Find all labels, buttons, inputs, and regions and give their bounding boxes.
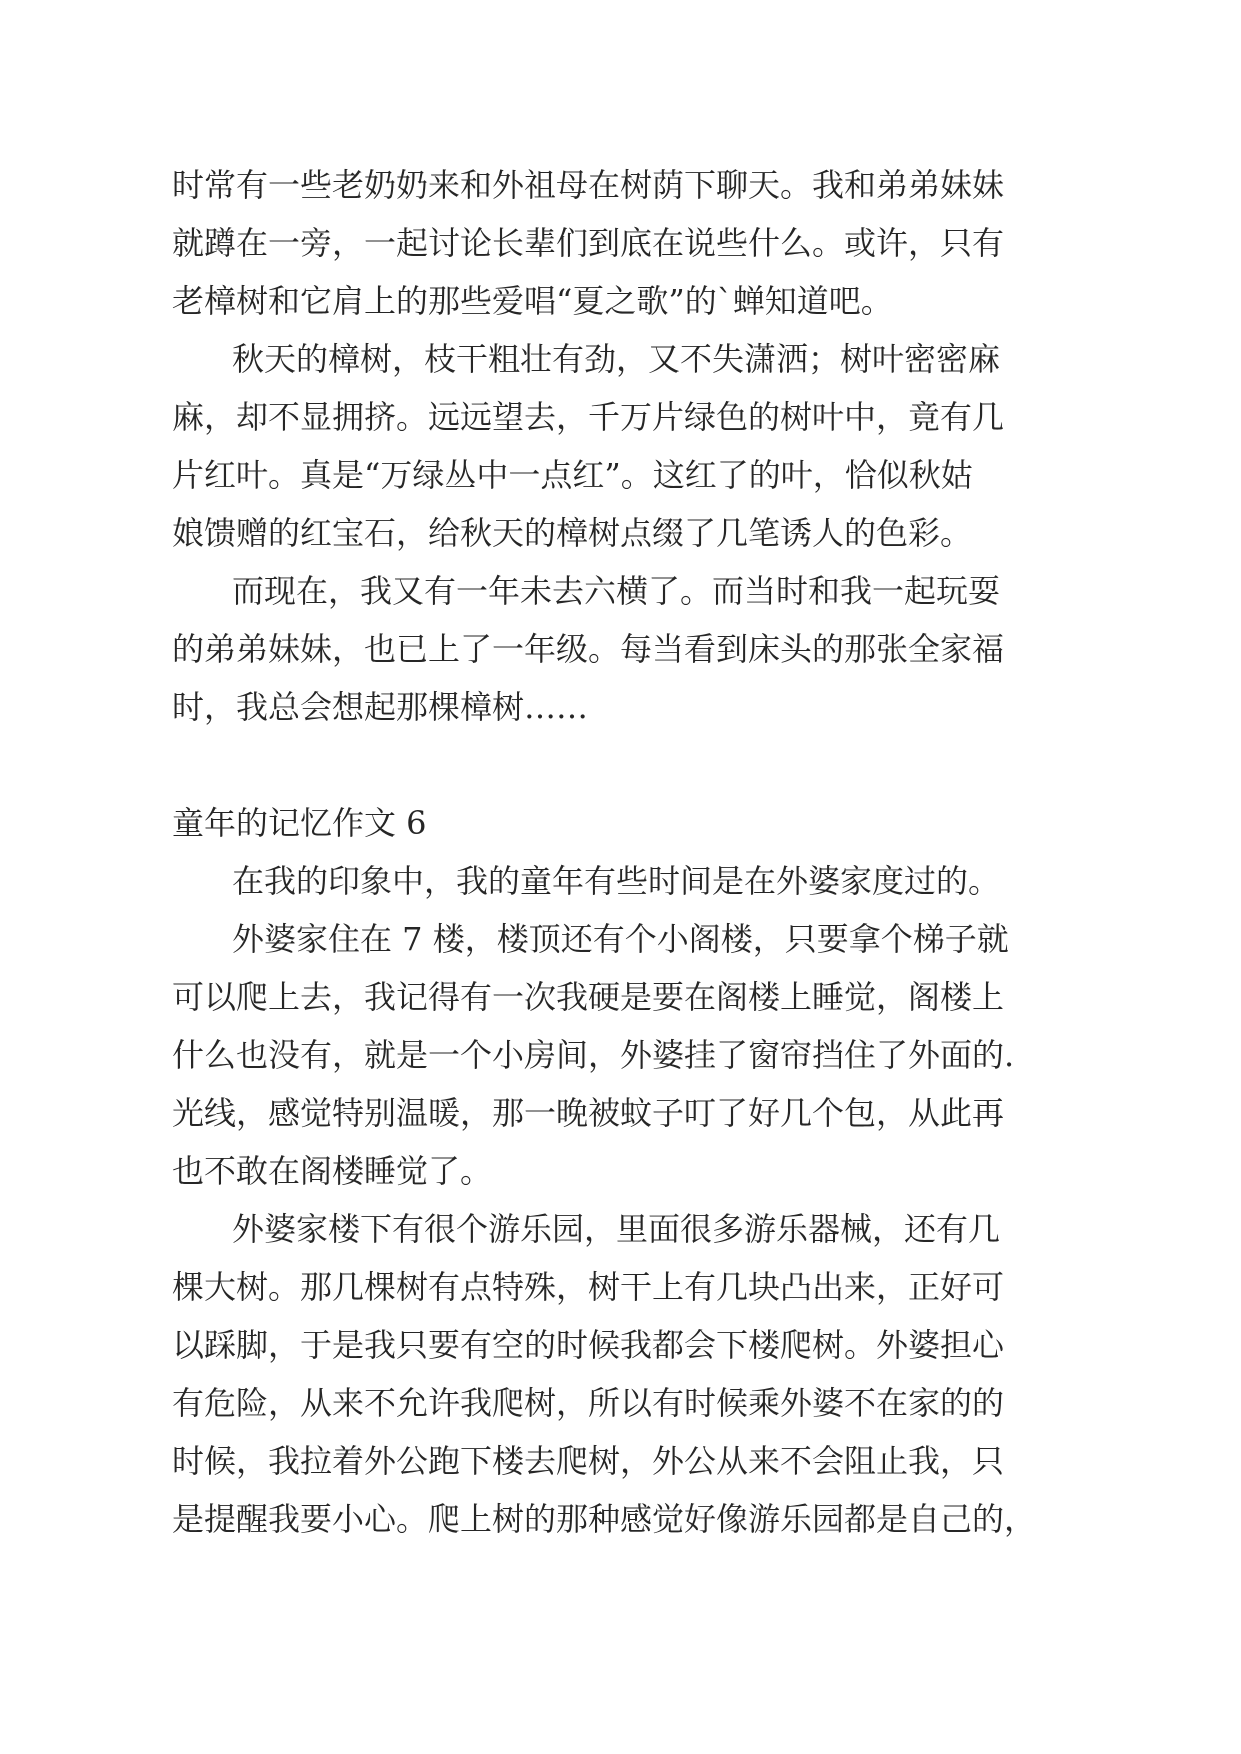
text-line: 外婆家楼下有很个游乐园，里面很多游乐器械，还有几 (232, 1210, 1001, 1248)
paragraph-now (172, 562, 1005, 736)
text-line: 时，我总会想起那棵樟树…… (172, 688, 589, 726)
text-line: 麻，却不显拥挤。远远望去，千万片绿色的树叶中，竟有几 (172, 398, 1005, 436)
text-line: 外婆家住在 7 楼，楼顶还有个小阁楼，只要拿个梯子就 (232, 920, 1009, 958)
text-line: 娘馈赠的红宝石，给秋天的樟树点缀了几笔诱人的色彩。 (172, 514, 973, 552)
paragraph-continued (172, 156, 1005, 330)
text-line: 而现在，我又有一年未去六横了。而当时和我一起玩耍 (232, 572, 1001, 610)
text-line: 以踩脚，于是我只要有空的时候我都会下楼爬树。外婆担心 (172, 1326, 1005, 1364)
text-line: 在我的印象中，我的童年有些时间是在外婆家度过的。 (232, 862, 1001, 900)
section-heading: 童年的记忆作文 6 (172, 804, 427, 842)
text-line: 是提醒我要小心。爬上树的那种感觉好像游乐园都是自己的， (172, 1500, 1037, 1538)
text-line: 可以爬上去，我记得有一次我硬是要在阁楼上睡觉，阁楼上 (172, 978, 1005, 1016)
text-line: 什么也没有，就是一个小房间，外婆挂了窗帘挡住了外面的. (172, 1036, 1015, 1074)
section-gap (172, 736, 940, 794)
text-line: 秋天的樟树，枝干粗壮有劲，又不失潇洒；树叶密密麻 (232, 340, 1001, 378)
text-line: 光线，感觉特别温暖，那一晚被蚊子叮了好几个包，从此再 (172, 1094, 1005, 1132)
paragraph-autumn-camphor (172, 330, 1005, 562)
text-line: 也不敢在阁楼睡觉了。 (172, 1152, 493, 1190)
paragraph-climbing-trees (172, 1200, 1037, 1548)
text-column (172, 156, 1037, 1548)
text-line: 老樟树和它肩上的那些爱唱“夏之歌”的`蝉知道吧。 (172, 282, 893, 320)
text-line: 就蹲在一旁，一起讨论长辈们到底在说些什么。或许，只有 (172, 224, 1005, 262)
paragraph-impression (172, 852, 1001, 910)
paragraph-attic (172, 910, 1015, 1200)
text-line: 有危险，从来不允许我爬树，所以有时候乘外婆不在家的的 (172, 1384, 1005, 1422)
text-line: 片红叶。真是“万绿丛中一点红”。这红了的叶，恰似秋姑 (172, 456, 973, 494)
text-line: 时候，我拉着外公跑下楼去爬树，外公从来不会阻止我，只 (172, 1442, 1005, 1480)
text-line: 时常有一些老奶奶来和外祖母在树荫下聊天。我和弟弟妹妹 (172, 166, 1005, 204)
text-line: 棵大树。那几棵树有点特殊，树干上有几块凸出来，正好可 (172, 1268, 1005, 1306)
text-line: 的弟弟妹妹，也已上了一年级。每当看到床头的那张全家福 (172, 630, 1005, 668)
